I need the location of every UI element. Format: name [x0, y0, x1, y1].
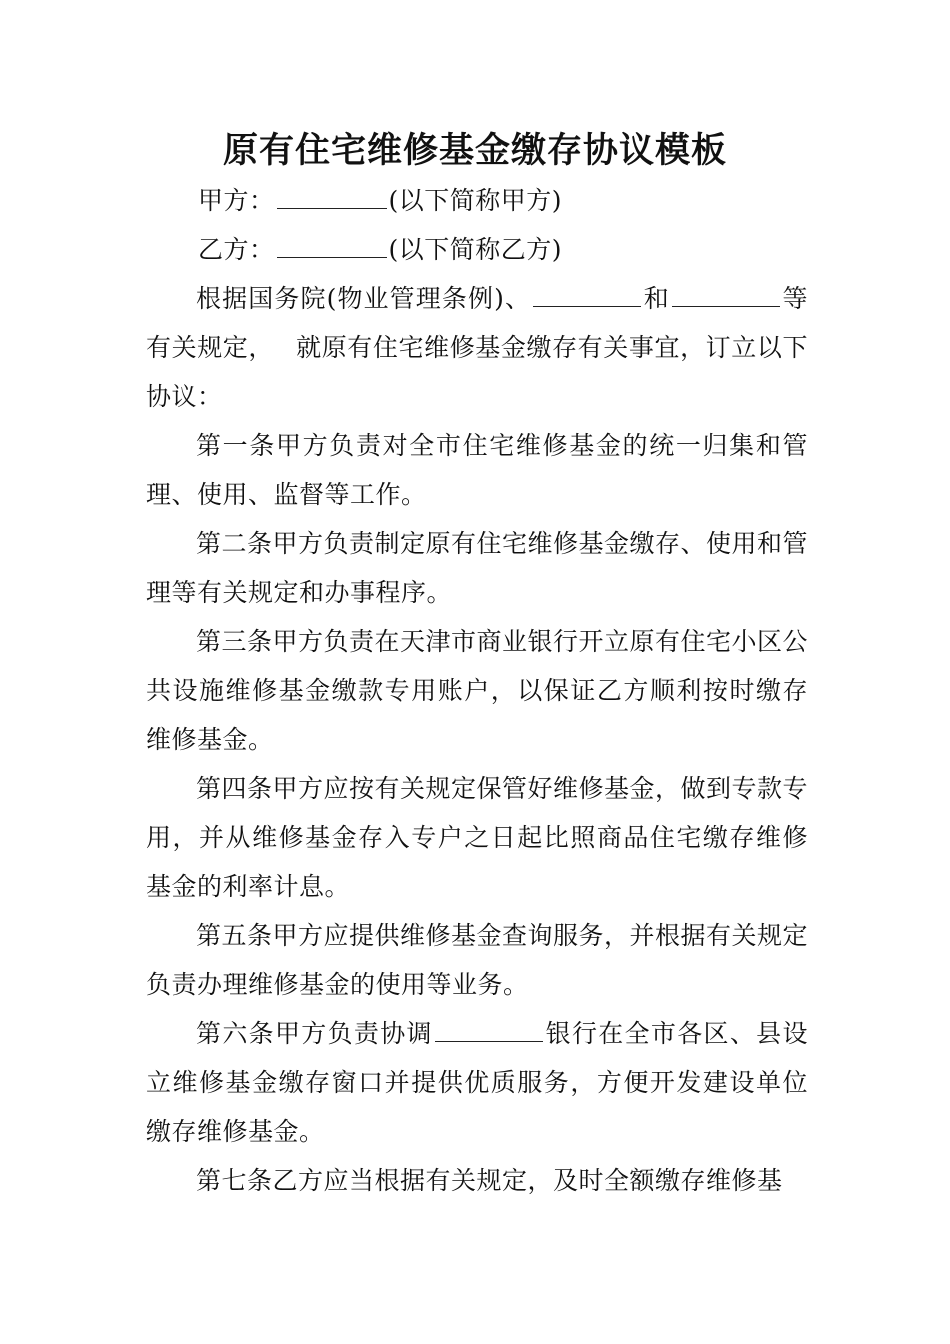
party-a-label: 甲方： — [198, 186, 275, 215]
party-a-blank — [277, 188, 387, 209]
document-body — [146, 176, 808, 1205]
preamble-blank-1 — [533, 286, 641, 307]
preamble-part1: 根据国务院(物业管理条例)、 — [196, 284, 532, 313]
article-6-blank — [435, 1021, 543, 1042]
party-b-line — [146, 225, 808, 274]
party-b-label: 乙方： — [198, 235, 275, 264]
preamble-blank-2 — [672, 286, 780, 307]
party-a-suffix: (以下简称甲方) — [388, 186, 563, 215]
article-7: 第七条乙方应当根据有关规定，及时全额缴存维修基 — [196, 1166, 783, 1195]
article-6-part2: 银行在全市各区、县设立维修基金缴存窗口并提供优质服务，方便开发建设单位缴存维修基金。 — [146, 1019, 808, 1146]
article-6 — [146, 1009, 808, 1156]
preamble-part3: 等有关规定， — [146, 284, 808, 362]
preamble-part2: 和 — [643, 284, 670, 313]
preamble-paragraph — [146, 274, 808, 421]
article-4: 第四条甲方应按有关规定保管好维修基金，做到专款专用，并从维修基金存入专户之日起比照商品住宅缴存维修基金的利率计息。 — [146, 774, 809, 901]
article-3: 第三条甲方负责在天津市商业银行开立原有住宅小区公共设施维修基金缴款专用账户，以保证乙方顺利按时缴存维修基金。 — [146, 627, 809, 754]
document-title: 原有住宅维修基金缴存协议模板 — [222, 131, 727, 171]
party-b-blank — [277, 237, 387, 258]
preamble-part4: 就原有住宅维修基金缴存有关事宜，订立以下协议： — [146, 333, 808, 411]
party-a-line — [146, 176, 808, 225]
article-2: 第二条甲方负责制定原有住宅维修基金缴存、使用和管理等有关规定和办事程序。 — [146, 529, 809, 607]
article-1: 第一条甲方负责对全市住宅维修基金的统一归集和管理、使用、监督等工作。 — [146, 431, 808, 509]
article-6-part1: 第六条甲方负责协调 — [196, 1019, 433, 1048]
party-b-suffix: (以下简称乙方) — [388, 235, 563, 264]
article-5: 第五条甲方应提供维修基金查询服务，并根据有关规定负责办理维修基金的使用等业务。 — [146, 921, 809, 999]
